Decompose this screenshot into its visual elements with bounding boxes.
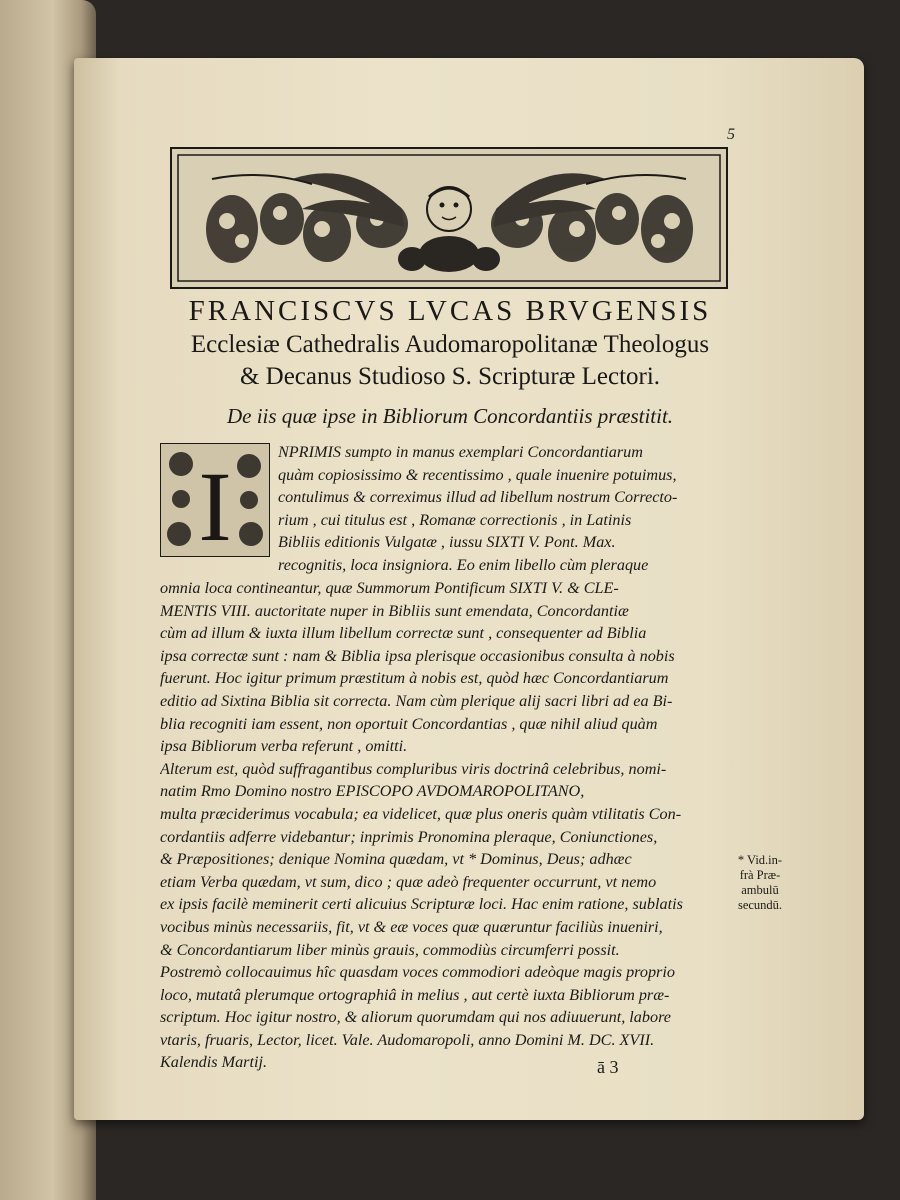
text-line: NPRIMIS sumpto in manus exemplari Concordantiarum [278, 443, 643, 461]
margin-note-line: * Vid.in- [737, 853, 783, 867]
title-line-3: & Decanus Studioso S. Scripturæ Lectori. [239, 363, 661, 390]
text-line: ex ipsis facilè meminerit certi alicuius Scripturæ loci. Hac enim ratione, sublatis [160, 895, 683, 914]
text-line: editio ad Sixtina Biblia sit correcta. Nam cùm plerique alij sacri libri ad ea Bi- [160, 691, 673, 710]
paragraph-body [160, 577, 745, 1074]
text-line: MENTIS VIII. auctoritate nuper in Bibliis sunt emendata, Concordantiæ [160, 601, 629, 620]
margin-note-line: ambulū [741, 883, 779, 897]
text-line: vocibus minùs necessariis, fit, vt & eæ voces quæ quæruntur faciliùs inueniri, [160, 917, 663, 936]
text-line: natim Rmo Domino nostro EPISCOPO AVDOMAROPOLITANO, [160, 782, 585, 801]
text-line: scriptum. Hoc igitur nostro, & aliorum quorumdam qui nos adiuuerunt, labore [160, 1008, 671, 1027]
text-line: Kalendis Martij. [160, 1053, 268, 1072]
paragraph-opening [278, 441, 745, 577]
text-line: cùm ad illum & iuxta illum libellum correctæ sunt , consequenter ad Biblia [160, 624, 647, 643]
title-line-2: Ecclesiæ Cathedralis Audomaropolitanæ Theologus [190, 331, 710, 358]
page-number: 5 [727, 126, 735, 143]
text-line: contulimus & correximus illud ad libellum nostrum Correcto- [278, 488, 678, 507]
text-line: multa præciderimus vocabula; ea videlicet, quæ plus oneris quàm vtilitatis Con- [160, 804, 682, 823]
text-line: cordantiis adferre videbantur; inprimis Pronomina pleraque, Coniunctiones, [160, 827, 658, 846]
text-line: & Præpositiones; denique Nomina quædam, vt * Dominus, Deus; adhæc [160, 850, 632, 869]
text-line: Postremò collocauimus hîc quasdam voces commodiori adeòque magis proprio [160, 963, 675, 982]
text-line: omnia loca contineantur, quæ Summorum Pontificum SIXTI V. & CLE- [160, 579, 619, 597]
cherub-garland-ornament [172, 149, 726, 287]
text-line: Bibliis editionis Vulgatæ , iussu SIXTI V. Pont. Max. [278, 533, 616, 552]
text-line: ipsa correctæ sunt : nam & Biblia ipsa plerisque occasionibus consulta à nobis [160, 646, 675, 665]
woodcut-headpiece [170, 147, 728, 289]
text-line: Alterum est, quòd suffragantibus compluribus viris doctrinâ celebribus, nomi- [160, 759, 667, 778]
title-line-1: FRANCISCVS LVCAS BRVGENSIS [188, 295, 712, 327]
text-line: blia recogniti iam essent, non oportuit Concordantias , quæ nihil aliud quàm [160, 714, 658, 733]
text-line: fuerunt. Hoc igitur primum præstitum à nobis est, quòd hæc Concordantiarum [160, 669, 669, 688]
text-line: loco, mutatâ plerumque ortographiâ in melius , aut certè iuxta Bibliorum præ- [160, 985, 670, 1004]
text-line: vtaris, fruaris, Lector, licet. Vale. Audomaropoli, anno Domini M. DC. XVII. [160, 1030, 655, 1049]
marginal-note [724, 853, 796, 913]
text-line: etiam Verba quædam, vt sum, dico ; quæ adeò frequenter occurrunt, vt nemo [160, 872, 657, 891]
floral-initial-ornament [161, 444, 269, 556]
signature-mark: ā 3 [597, 1057, 619, 1077]
decorated-initial-letter [160, 443, 270, 557]
margin-note-line: secundū. [737, 898, 783, 912]
text-line: & Concordantiarum liber minùs grauis, commodiùs circumferri possit. [160, 940, 620, 959]
margin-note-line: frà Præ- [739, 868, 781, 882]
text-line: recognitis, loca insigniora. Eo enim libello cùm pleraque [278, 555, 649, 574]
text-line: rium , cui titulus est , Romanæ correctionis , in Latinis [278, 510, 632, 529]
text-line: ipsa Bibliorum verba referunt , omitti. [160, 737, 408, 756]
text-line: quàm copiosissimo & recentissimo , quale inuenire potuimus, [278, 465, 677, 484]
initial-letter-glyph: I [198, 451, 232, 556]
subtitle: De iis quæ ipse in Bibliorum Concordantiis præstitit. [226, 404, 674, 428]
